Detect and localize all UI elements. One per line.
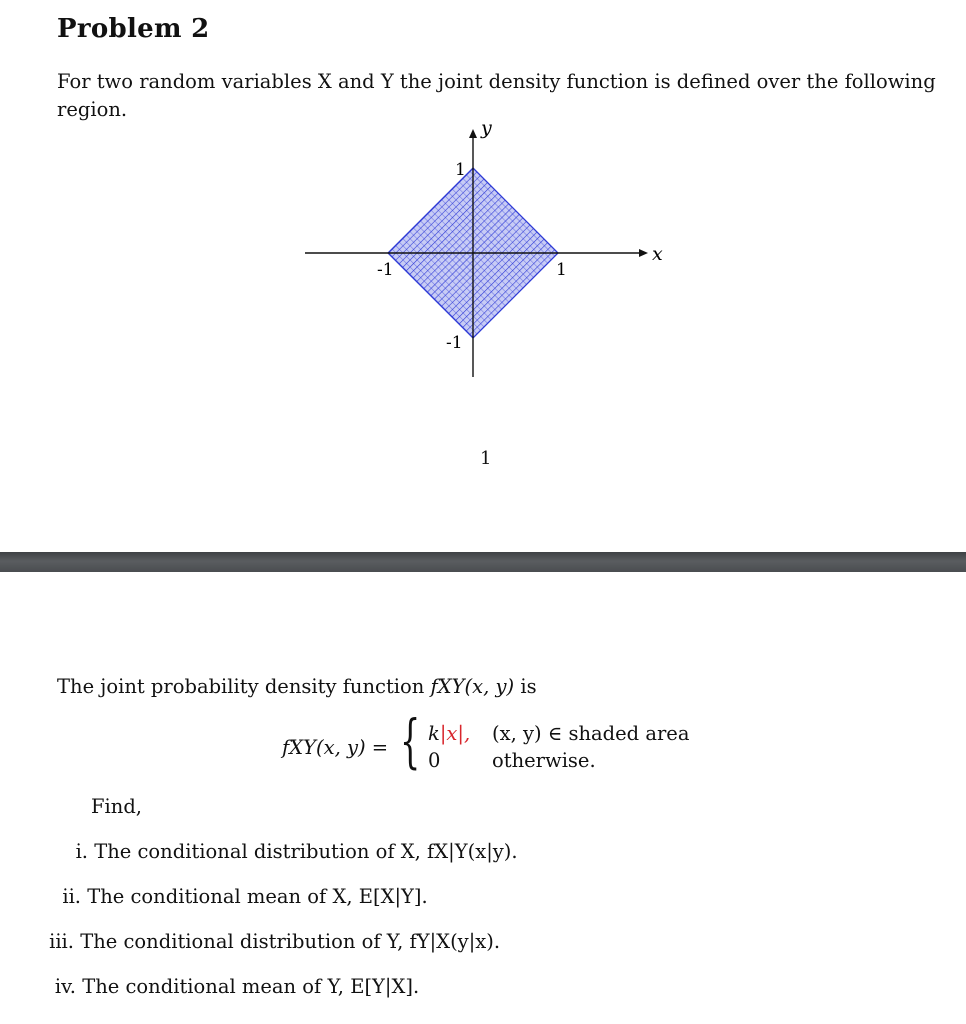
find-item-number: i. — [75, 840, 88, 863]
problem-intro: For two random variables X and Y the joint density function is defined over the following region. — [57, 70, 936, 121]
region-figure — [300, 115, 680, 385]
find-item-number: iv. — [54, 975, 76, 998]
pdf-intro-symbol: fXY(x, y) — [430, 675, 515, 698]
find-item-1 — [52, 840, 518, 863]
find-label: Find, — [91, 795, 143, 818]
formula-case1-value: k|x|, — [428, 722, 471, 745]
problem-title: Problem 2 — [57, 14, 210, 44]
formula-case2-value: 0 — [428, 749, 441, 772]
pdf-intro-text: The joint probability density function — [57, 675, 425, 698]
formula-case1-condition: (x, y) ∈ shaded area — [492, 722, 690, 745]
formula-lhs: fXY(x, y) = — [282, 736, 389, 759]
x-axis-label: x — [652, 243, 663, 265]
find-item-text: The conditional distribution of Y, fY|X(y|x). — [80, 930, 501, 953]
tick-label-bottom: -1 — [446, 333, 463, 353]
tick-label-top: 1 — [455, 160, 466, 180]
formula-case2-condition: otherwise. — [492, 749, 596, 772]
find-item-text: The conditional distribution of X, fX|Y(x|y). — [94, 840, 518, 863]
find-item-text: The conditional mean of Y, E[Y|X]. — [82, 975, 420, 998]
y-axis-arrow-icon — [469, 129, 477, 138]
pdf-intro — [57, 673, 537, 701]
find-item-text: The conditional mean of X, E[X|Y]. — [87, 885, 428, 908]
find-item-3 — [38, 930, 500, 953]
find-item-4 — [40, 975, 419, 998]
find-item-number: iii. — [49, 930, 74, 953]
y-axis-label: y — [481, 117, 492, 139]
tick-label-right: 1 — [556, 260, 567, 280]
find-item-2 — [45, 885, 428, 908]
page-divider — [0, 552, 966, 572]
formula-brace: { — [400, 707, 421, 775]
pdf-intro-tail: is — [520, 675, 537, 698]
find-item-number: ii. — [62, 885, 81, 908]
page-number: 1 — [480, 448, 492, 469]
x-axis-arrow-icon — [639, 249, 648, 257]
page-bottom — [0, 572, 966, 1024]
tick-label-left: -1 — [377, 260, 394, 280]
